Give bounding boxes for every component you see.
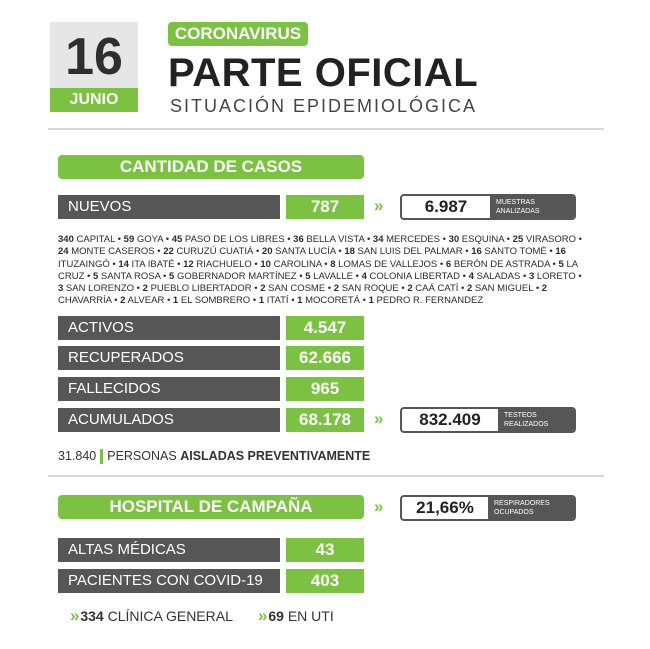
recuperados-label: RECUPERADOS [58,346,280,370]
city-name: SAN COSME [265,283,326,295]
city-count: 2 [467,283,473,295]
city-count: 2 [260,283,266,295]
city-item [334,283,399,294]
city-item [262,246,336,257]
testeos-label [498,409,574,431]
divider [48,128,604,130]
city-count: 1 [297,295,303,307]
hospital-heading: HOSPITAL DE CAMPAÑA [58,495,364,519]
fallecidos-label: FALLECIDOS [58,377,280,401]
chevron-icon: » [374,497,381,516]
city-item [172,234,285,245]
city-item [330,259,437,270]
city-name: CAROLINA [270,258,322,270]
testeos-label-line1: TESTEOS [504,412,537,419]
city-name: SAN LUIS DEL PALMAR [354,246,463,258]
pacientes-label: PACIENTES CON COVID-19 [58,569,280,593]
city-count: 4 [361,270,367,282]
city-count: 5 [169,270,175,282]
city-name: MERCEDES [383,234,440,245]
clinica-general [70,606,233,626]
muestras-value: 6.987 [424,197,468,216]
uti-value: 69 [268,608,284,624]
city-name: MOCORETÁ [302,295,360,307]
city-count: 1 [368,295,374,307]
city-name: SAN ROQUE [339,283,399,295]
aislados-value: 31.840 [58,449,97,463]
muestras-label [490,196,574,218]
city-count: 16 [471,246,482,258]
city-name: ITUZAINGÓ [58,258,110,270]
altas-label: ALTAS MÉDICAS [58,538,280,562]
city-item [58,283,134,294]
city-count: 340 [58,234,74,245]
chevron-icon: » [374,409,381,428]
city-item [529,271,576,282]
city-count: 2 [333,283,340,295]
city-count: 22 [163,246,174,258]
cities-list: 340 CAPITAL • 59 GOYA • 45 PASO DE LOS LIBRES • 36 BELLA VISTA • 34 MERCEDES • 30 ESQUINA • 25 VIRASORO • 24 MONTE CASEROS • 22 CURUZÚ CUATIÁ • 20 SANTA LUCÍA • 18 SAN LUIS DEL PALMAR • 16 SANTO TOMÉ • 16 ITUZAINGÓ • 14 ITA IBATÉ • 12 RIACHUELO • 10 CAROLINA • 8 LOMAS DE VALLEJOS • 6 BERÓN DE ASTRADA • 5 LA CRUZ • 5 SANTA ROSA • 5 GOBERNADOR MARTÍNEZ • 5 LAVALLE • 4 COLONIA LIBERTAD • 4 SALADAS • 3 LORETO • 3 SAN LORENZO • 2 PUEBLO LIBERTADOR • 2 SAN COSME • 2 SAN ROQUE • 2 CAÁ CATÍ • 2 SAN MIGUEL • 2 CHAVARRÍA • 2 ALVEAR • 1 EL SOMBRERO • 1 ITATÍ • 1 MOCORETÁ • 1 PEDRO R. FERNANDEZ [58,234,582,307]
muestras-box [400,194,576,220]
coronavirus-tag: CORONAVIRUS [168,22,308,46]
aislados-text: PERSONAS [107,449,177,463]
uti-label: EN UTI [287,608,334,624]
city-name: SANTA LUCÍA [272,246,336,258]
city-count: 8 [330,258,336,270]
page-subtitle: SITUACIÓN EPIDEMIOLÓGICA [170,96,478,116]
city-count: 45 [171,234,183,245]
city-name: ITATÍ [264,295,289,307]
city-name: MONTE CASEROS [68,246,155,258]
respiradores-box [400,495,576,521]
city-count: 2 [541,283,548,295]
city-count: 2 [407,283,413,295]
city-count: 30 [448,234,460,245]
city-item [58,234,115,245]
city-item [467,283,533,294]
city-count: 3 [58,283,64,295]
aislados-text-bold: AISLADAS PREVENTIVAMENTE [180,449,371,463]
city-item [143,283,252,294]
city-item [513,234,576,245]
city-name: BERÓN DE ASTRADA [451,258,550,270]
city-count: 34 [372,234,384,245]
city-count: 18 [344,246,355,258]
pacientes-value: 403 [286,569,364,593]
aislados-divider [100,449,103,464]
city-name: CAÁ CATÍ [412,283,459,295]
divider [48,475,604,477]
city-item [446,259,550,270]
respiradores-label-line2: OCUPADOS [494,509,534,516]
city-item [260,283,325,294]
city-name: PEDRO R. FERNANDEZ [373,295,484,307]
city-item [163,246,253,257]
city-count: 20 [261,246,273,258]
testeos-label-line2: REALIZADOS [504,421,549,428]
altas-value: 43 [286,538,364,562]
city-name: LAVALLE [310,270,353,282]
city-item [169,271,297,282]
city-name: SANTA ROSA [98,270,161,282]
city-count: 1 [258,295,265,307]
city-count: 5 [558,258,564,270]
aislados-line [58,448,370,464]
city-name: ESQUINA [459,234,505,245]
city-name: COLONIA LIBERTAD [366,270,460,282]
city-item [362,271,460,282]
recuperados-value: 62.666 [286,346,364,370]
date-month: JUNIO [50,88,138,112]
city-name: CHAVARRÍA [58,295,112,307]
chevron-icon: » [70,606,77,625]
city-item [183,259,252,270]
city-name: BELLA VISTA [303,234,365,245]
city-item [293,234,364,245]
respiradores-label [488,497,574,519]
testeos-value: 832.409 [419,410,481,429]
city-count: 6 [445,258,452,270]
city-item [471,246,547,257]
date-day: 16 [65,28,123,86]
city-count: 2 [142,283,148,295]
city-name: GOBERNADOR MARTÍNEZ [174,270,297,282]
city-name: LORETO [534,270,576,282]
fallecidos-value: 965 [286,377,364,401]
city-item [120,295,164,306]
nuevos-label: NUEVOS [58,195,280,219]
chevron-icon: » [374,196,381,215]
muestras-label-line1: MUESTRAS [496,199,535,206]
city-name: CAPITAL [73,234,116,245]
city-item [173,295,250,306]
city-count: 25 [512,234,524,245]
city-name: PASO DE LOS LIBRES [182,234,285,245]
city-count: 59 [123,234,135,245]
city-count: 1 [172,295,179,307]
city-name: CURUZÚ CUATIÁ [173,246,254,258]
city-name: LA CRUZ [58,258,578,282]
acumulados-value: 68.178 [286,408,364,432]
city-count: 5 [93,270,99,282]
city-item [469,271,521,282]
city-item [305,271,353,282]
acumulados-label: ACUMULADOS [58,408,280,432]
city-count: 4 [468,270,474,282]
city-item [93,271,160,282]
city-name: SANTO TOMÉ [481,246,547,258]
city-count: 36 [293,234,304,245]
en-uti [258,606,334,626]
respiradores-label-line1: RESPIRADORES [494,500,550,507]
city-name: LOMAS DE VALLEJOS [335,258,438,270]
muestras-label-line2: ANALIZADAS [496,208,540,215]
city-item [297,295,360,306]
city-name: ALVEAR [125,295,165,307]
city-count: 10 [260,258,271,270]
city-item [407,283,458,294]
clinica-label: CLÍNICA GENERAL [107,608,233,624]
page-title: PARTE OFICIAL [168,51,479,95]
city-count: 14 [118,258,129,270]
city-count: 3 [528,270,535,282]
city-item [124,234,163,245]
city-name: VIRASORO [523,234,577,245]
city-name: RIACHUELO [193,258,252,270]
city-item [369,295,484,306]
city-name: EL SOMBRERO [178,295,251,307]
city-item [259,295,289,306]
respiradores-value: 21,66% [416,498,474,517]
city-name: ITA IBATÉ [128,258,175,270]
city-item [260,259,321,270]
city-name: PUEBLO LIBERTADOR [147,283,252,295]
activos-label: ACTIVOS [58,316,280,340]
nuevos-value: 787 [286,195,364,219]
city-count: 2 [120,295,126,307]
city-name: SAN LORENZO [63,283,135,295]
city-name: GOYA [134,234,164,245]
city-item [58,246,155,257]
city-count: 24 [58,246,69,258]
city-name: SALADAS [473,270,521,282]
city-name: SAN MIGUEL [472,283,534,295]
city-item [373,234,440,245]
chevron-icon: » [258,606,265,625]
cases-heading: CANTIDAD DE CASOS [58,155,364,179]
clinica-value: 334 [80,608,104,624]
city-count: 16 [555,246,566,258]
city-count: 12 [183,258,194,270]
city-item [118,259,174,270]
city-item [449,234,504,245]
testeos-box [400,407,576,433]
city-count: 5 [305,270,311,282]
activos-value: 4.547 [286,316,364,340]
city-item [344,246,462,257]
